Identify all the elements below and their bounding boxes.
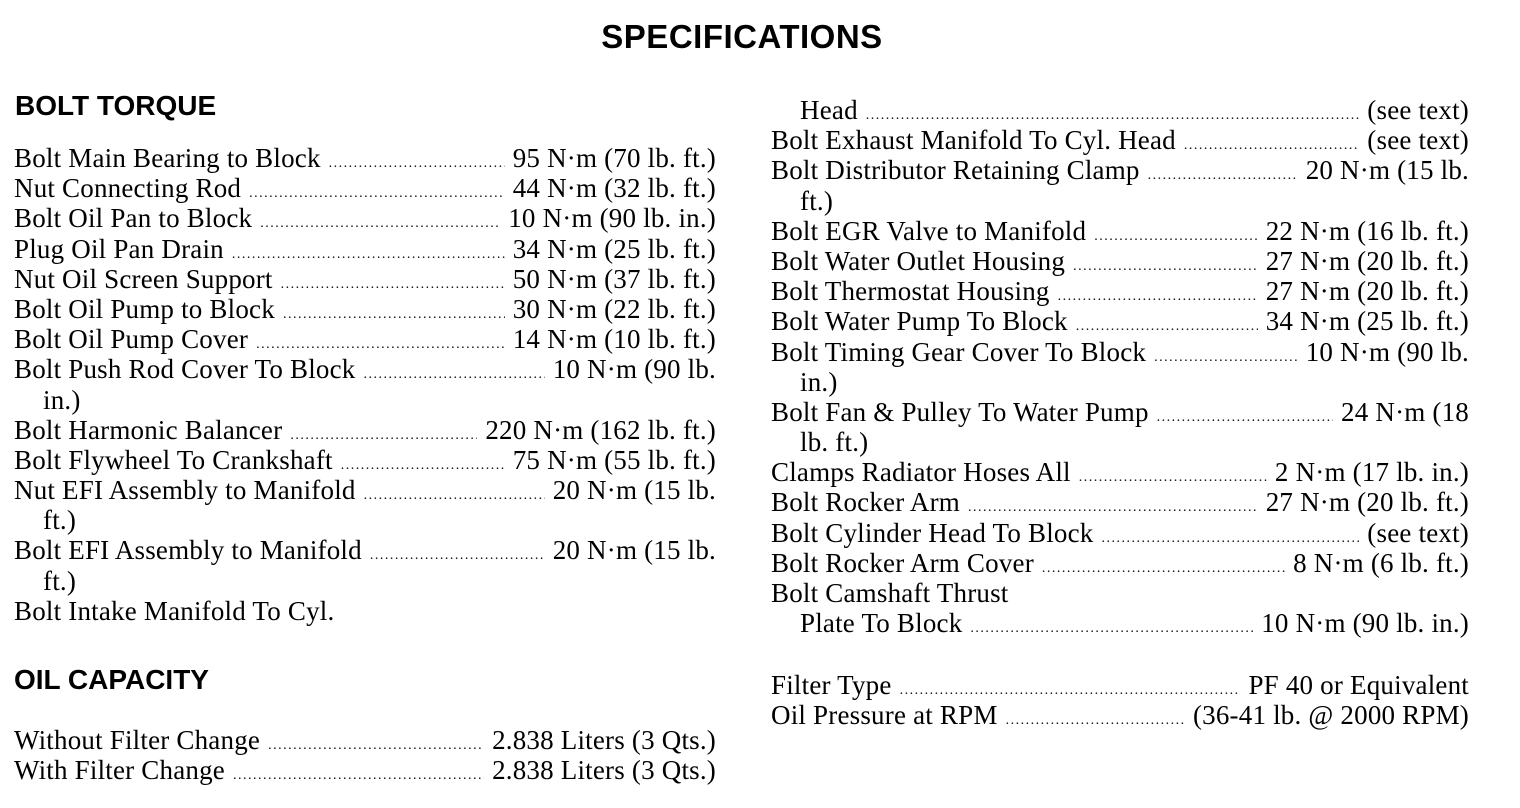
- page-title: SPECIFICATIONS: [601, 18, 883, 55]
- spec-name: Bolt Exhaust Manifold To Cyl. Head: [771, 125, 1176, 156]
- spec-row: [771, 337, 1469, 367]
- spec-name: Nut Connecting Rod: [14, 173, 242, 204]
- spec-value-continuation: in.): [800, 366, 838, 397]
- spec-value: 27 N·m (20 lb. ft.): [1265, 487, 1469, 518]
- spec-name: Head: [800, 95, 858, 125]
- dot-leader: [249, 179, 505, 209]
- spec-name: Bolt Oil Pan to Block: [14, 203, 253, 234]
- spec-value: 34 N·m (25 lb. ft.): [512, 233, 716, 264]
- spec-value: 75 N·m (55 lb. ft.): [512, 444, 716, 475]
- spec-value: 8 N·m (6 lb. ft.): [1293, 547, 1469, 578]
- dot-leader: [268, 731, 484, 761]
- spec-name: Nut EFI Assembly to Manifold: [14, 475, 356, 506]
- spec-value: 20 N·m (15 lb.: [1305, 155, 1469, 186]
- spec-value: 50 N·m (37 lb. ft.): [512, 263, 716, 294]
- spec-value: PF 40 or Equivalent: [1248, 670, 1469, 700]
- spec-row: [771, 95, 1469, 125]
- spec-name: Nut Oil Screen Support: [14, 263, 273, 294]
- spec-name: Filter Type: [771, 670, 892, 700]
- spec-value: 22 N·m (16 lb. ft.): [1265, 215, 1469, 246]
- spec-name: Bolt Main Bearing to Block: [14, 143, 321, 173]
- spec-name: Bolt Camshaft Thrust: [771, 578, 1009, 608]
- spec-name: Bolt Oil Pump to Block: [14, 293, 275, 324]
- dot-leader: [1073, 252, 1258, 282]
- spec-name: Clamps Radiator Hoses All: [771, 457, 1071, 488]
- dot-leader: [1094, 222, 1258, 252]
- spec-row: [771, 155, 1469, 185]
- dot-leader: [283, 300, 505, 330]
- spec-value: 20 N·m (15 lb.: [552, 535, 716, 566]
- dot-leader: [1006, 706, 1185, 736]
- spec-value: 2.838 Liters (3 Qts.): [492, 725, 716, 755]
- spec-value: 20 N·m (15 lb.: [552, 475, 716, 506]
- spec-value: 44 N·m (32 lb. ft.): [512, 173, 716, 204]
- spec-value: 10 N·m (90 lb. in.): [508, 203, 716, 234]
- spec-row: [14, 415, 716, 445]
- spec-value: 27 N·m (20 lb. ft.): [1265, 276, 1469, 307]
- spec-value: 30 N·m (22 lb. ft.): [512, 293, 716, 324]
- spec-value: 10 N·m (90 lb. in.): [1261, 608, 1469, 639]
- dot-leader: [364, 481, 545, 511]
- spec-name: Bolt Intake Manifold To Cyl.: [14, 595, 335, 626]
- spec-row: [14, 535, 716, 565]
- spec-value-continuation: ft.): [43, 505, 77, 536]
- misc-spec-list: [771, 670, 1469, 730]
- spec-value-continuation: ft.): [43, 565, 77, 596]
- spec-name: Plate To Block: [800, 608, 963, 639]
- dot-leader: [1042, 554, 1285, 584]
- dot-leader: [341, 451, 505, 481]
- spec-value: 2.838 Liters (3 Qts.): [492, 755, 716, 786]
- dot-leader: [370, 541, 545, 571]
- spec-row: [14, 725, 716, 755]
- spec-name: Bolt Rocker Arm: [771, 487, 960, 518]
- spec-value: 27 N·m (20 lb. ft.): [1265, 245, 1469, 276]
- spec-name: Bolt Rocker Arm Cover: [771, 547, 1034, 578]
- spec-row: [771, 608, 1469, 638]
- spec-name: Bolt EGR Valve to Manifold: [771, 215, 1087, 246]
- oil-capacity-list: [14, 725, 716, 785]
- spec-value: (see text): [1367, 125, 1469, 156]
- spec-name: Bolt Distributor Retaining Clamp: [771, 155, 1140, 186]
- spec-value: (see text): [1367, 95, 1469, 125]
- spec-value-continuation: lb. ft.): [800, 427, 869, 458]
- spec-value: (see text): [1367, 517, 1469, 548]
- spec-row: [771, 670, 1469, 700]
- spec-value: 220 N·m (162 lb. ft.): [485, 414, 716, 445]
- spec-value-continuation: in.): [43, 384, 81, 415]
- spec-value: 14 N·m (10 lb. ft.): [512, 324, 716, 355]
- dot-leader: [364, 360, 545, 390]
- spec-name: With Filter Change: [14, 755, 225, 786]
- spec-name: Bolt Thermostat Housing: [771, 276, 1050, 307]
- spec-value: 2 N·m (17 lb. in.): [1274, 457, 1469, 488]
- spec-value: 95 N·m (70 lb. ft.): [512, 143, 716, 173]
- spec-value: 10 N·m (90 lb.: [1305, 336, 1469, 367]
- spec-name: Bolt Cylinder Head To Block: [771, 517, 1094, 548]
- spec-name: Bolt Timing Gear Cover To Block: [771, 336, 1147, 367]
- oil-capacity-heading: OIL CAPACITY: [14, 664, 209, 695]
- dot-leader: [1079, 463, 1267, 493]
- bolt-torque-heading: BOLT TORQUE: [15, 90, 217, 121]
- dot-leader: [1157, 403, 1333, 433]
- dot-leader: [1154, 343, 1298, 373]
- spec-name: Plug Oil Pan Drain: [14, 233, 224, 264]
- spec-value: 34 N·m (25 lb. ft.): [1265, 306, 1469, 337]
- dot-leader: [233, 761, 484, 791]
- spec-name: Bolt Water Pump To Block: [771, 306, 1068, 337]
- spec-name: Bolt Water Outlet Housing: [771, 245, 1066, 276]
- spec-name: Bolt Harmonic Balancer: [14, 414, 283, 445]
- dot-leader: [260, 209, 500, 239]
- spec-name: Without Filter Change: [14, 725, 261, 755]
- right-torque-list: [771, 95, 1469, 638]
- spec-name: Bolt EFI Assembly to Manifold: [14, 535, 362, 566]
- spec-name: Bolt Flywheel To Crankshaft: [14, 444, 333, 475]
- spec-name: Bolt Oil Pump Cover: [14, 324, 249, 355]
- dot-leader: [281, 270, 505, 300]
- spec-row: [771, 397, 1469, 427]
- spec-row: [14, 143, 716, 173]
- dot-leader: [1148, 161, 1298, 191]
- dot-leader: [970, 614, 1253, 644]
- spec-row: [771, 125, 1469, 155]
- spec-value-continuation: ft.): [800, 185, 834, 216]
- spec-row: [771, 216, 1469, 246]
- spec-value: 10 N·m (90 lb.: [552, 354, 716, 385]
- spec-name: Bolt Fan & Pulley To Water Pump: [771, 396, 1149, 427]
- left-torque-list: [14, 143, 716, 626]
- spec-value: (36-41 lb. @ 2000 RPM): [1192, 700, 1469, 731]
- spec-value: 24 N·m (18: [1341, 396, 1469, 427]
- spec-row: [771, 457, 1469, 487]
- dot-leader: [1058, 282, 1258, 312]
- dot-leader: [329, 149, 505, 179]
- spec-name: Bolt Push Rod Cover To Block: [14, 354, 356, 385]
- spec-row: [14, 596, 716, 626]
- spec-name: Oil Pressure at RPM: [771, 700, 998, 731]
